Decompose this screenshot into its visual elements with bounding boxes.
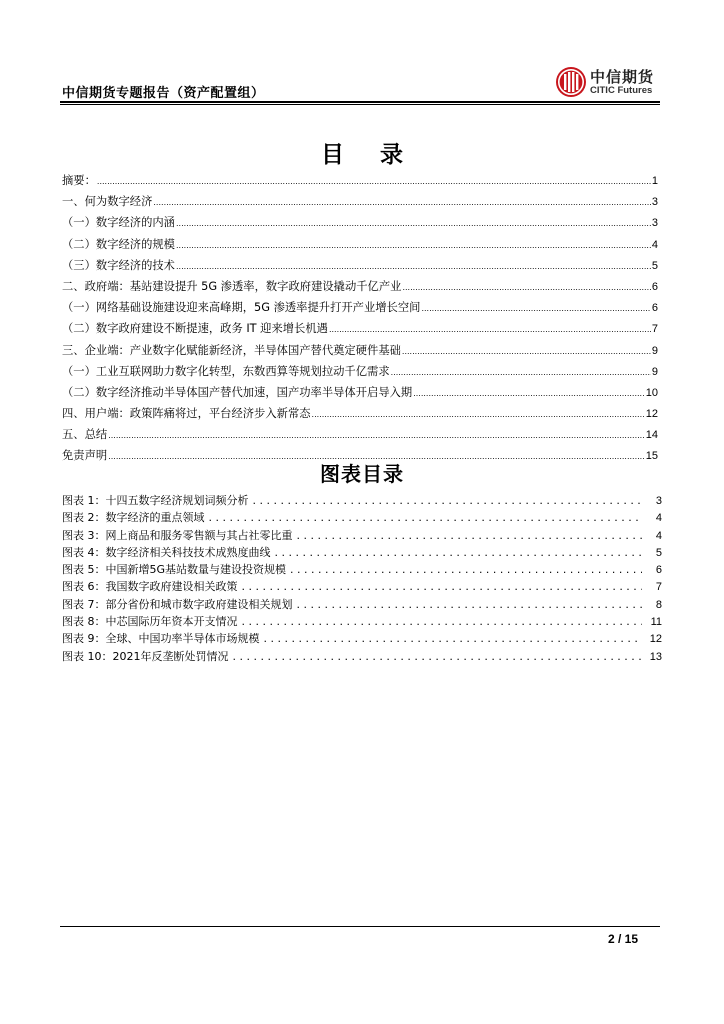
toc-entry[interactable] <box>62 342 658 363</box>
dot-leader <box>413 389 645 398</box>
toc-entry-page: 5 <box>651 259 658 272</box>
toc-entry-page: 9 <box>651 344 658 357</box>
toc-entry[interactable] <box>62 278 658 299</box>
figure-entry-label: 图表 2：数字经济的重点领域 <box>62 511 205 525</box>
dot-leader <box>421 304 650 313</box>
toc-entry[interactable] <box>62 384 658 405</box>
figure-entry[interactable] <box>62 544 662 561</box>
toc-title: 目 录 <box>320 142 417 168</box>
figure-list-title: 图表目录 <box>320 462 404 486</box>
figure-entry[interactable] <box>62 527 662 544</box>
toc-entry-page: 10 <box>645 386 658 399</box>
dot-leader <box>329 325 651 334</box>
toc-entry-label: （二）数字经济推动半导体国产替代加速，国产功率半导体开启导入期 <box>62 385 413 399</box>
figure-entry[interactable] <box>62 492 662 509</box>
toc-entry-label: 一、何为数字经济 <box>62 195 153 209</box>
toc-entry-page: 6 <box>651 302 658 315</box>
figure-entry-page: 4 <box>655 529 662 542</box>
dot-leader <box>97 177 651 186</box>
figure-entry-label: 图表 8：中芯国际历年资本开支情况 <box>62 615 238 629</box>
citic-futures-logo <box>555 66 675 100</box>
toc-entry-page: 3 <box>651 196 658 209</box>
toc-entry[interactable] <box>62 363 658 384</box>
toc-entry-label: （二）数字经济的规模 <box>62 237 175 251</box>
figure-entry[interactable] <box>62 561 662 578</box>
figure-entry-label: 图表 10：2021年反垄断处罚情况 <box>62 649 229 663</box>
dot-leader <box>253 494 643 507</box>
dot-leader <box>209 511 643 524</box>
toc-entry[interactable] <box>62 257 658 278</box>
dot-leader <box>176 219 651 228</box>
toc-entry-page: 4 <box>651 238 658 251</box>
figure-entry-page: 11 <box>650 616 662 629</box>
header-divider-thin <box>60 104 660 105</box>
dot-leader <box>297 529 643 542</box>
dot-leader <box>242 580 643 593</box>
toc-entry-page: 14 <box>645 429 658 442</box>
toc-entry-label: （一）数字经济的内涵 <box>62 216 175 230</box>
report-header-title: 中信期货专题报告（资产配置组） <box>62 86 265 101</box>
toc-entry[interactable] <box>62 172 658 193</box>
dot-leader <box>312 410 645 419</box>
dot-leader <box>297 598 643 611</box>
toc-entry[interactable] <box>62 405 658 426</box>
figure-entry-page: 12 <box>649 633 662 646</box>
dot-leader <box>275 546 643 559</box>
toc-entry-page: 15 <box>645 450 658 463</box>
toc-entry[interactable] <box>62 426 658 447</box>
toc-entry-page: 1 <box>651 175 658 187</box>
toc-entry-label: 五、总结 <box>62 428 108 442</box>
logo-english-name: CITIC Futures <box>590 85 653 96</box>
figure-entry[interactable] <box>62 630 662 647</box>
dot-leader <box>176 241 651 250</box>
toc-entry-page: 3 <box>651 217 658 230</box>
figure-entry[interactable] <box>62 648 662 665</box>
toc-entry-page: 9 <box>651 365 658 378</box>
dot-leader <box>242 615 643 628</box>
figure-entry-label: 图表 3：网上商品和服务零售额与其占社零比重 <box>62 528 293 542</box>
dot-leader <box>391 368 651 377</box>
toc-entry-label: 四、用户端：政策阵痛将过，平台经济步入新常态 <box>62 407 311 421</box>
dot-leader <box>264 632 643 645</box>
toc-entry[interactable] <box>62 320 658 341</box>
figure-entry-label: 图表 1：十四五数字经济规划词频分析 <box>62 494 249 507</box>
toc-entry-label: 免责声明 <box>62 449 108 463</box>
toc-entry-label: （三）数字经济的技术 <box>62 258 175 272</box>
figure-entry[interactable] <box>62 613 662 630</box>
toc-entry-page: 7 <box>651 323 658 336</box>
dot-leader <box>108 431 645 440</box>
figure-entry-page: 5 <box>655 546 662 559</box>
figure-entry-label: 图表 6：我国数字政府建设相关政策 <box>62 580 238 594</box>
figure-list <box>62 492 662 665</box>
figure-entry-page: 3 <box>655 495 662 507</box>
dot-leader <box>153 198 650 207</box>
dot-leader <box>290 563 642 576</box>
dot-leader <box>402 283 650 292</box>
toc-entry-label: （一）工业互联网助力数字化转型，东数西算等规划拉动千亿需求 <box>62 364 390 378</box>
figure-entry-page: 4 <box>655 512 662 525</box>
toc-entry-label: 二、政府端：基站建设提升 5G 渗透率，数字政府建设撬动千亿产业 <box>62 279 402 293</box>
toc-entry-label: 摘要： <box>62 174 96 187</box>
toc-entry[interactable] <box>62 236 658 257</box>
toc-entry-page: 6 <box>651 280 658 293</box>
figure-entry[interactable] <box>62 509 662 526</box>
dot-leader <box>402 347 651 356</box>
figure-entry-page: 6 <box>655 564 662 577</box>
figure-entry[interactable] <box>62 596 662 613</box>
figure-entry-label: 图表 5：中国新增5G基站数量与建设投资规模 <box>62 563 287 577</box>
table-of-contents <box>62 172 658 469</box>
figure-entry-label: 图表 7：部分省份和城市数字政府建设相关规划 <box>62 597 293 611</box>
toc-entry[interactable] <box>62 193 658 214</box>
toc-entry-page: 12 <box>645 408 658 421</box>
toc-entry[interactable] <box>62 214 658 235</box>
header-divider <box>60 101 660 103</box>
figure-entry-label: 图表 9：全球、中国功率半导体市场规模 <box>62 632 260 646</box>
figure-entry-page: 13 <box>649 650 662 663</box>
toc-entry-label: （一）网络基础设施建设迎来高峰期，5G 渗透率提升打开产业增长空间 <box>62 301 421 315</box>
logo-chinese-name: 中信期货 <box>590 68 655 86</box>
figure-entry-label: 图表 4：数字经济相关科技技术成熟度曲线 <box>62 545 271 559</box>
figure-entry[interactable] <box>62 578 662 595</box>
dot-leader <box>233 650 643 663</box>
page-number: 2 / 15 <box>607 932 638 946</box>
figure-entry-page: 8 <box>655 598 662 611</box>
toc-entry[interactable] <box>62 299 658 320</box>
figure-entry-page: 7 <box>655 581 662 594</box>
toc-entry-label: （二）数字政府建设不断提速，政务 IT 迎来增长机遇 <box>62 322 328 336</box>
footer-divider <box>60 926 660 927</box>
toc-entry-label: 三、企业端：产业数字化赋能新经济，半导体国产替代奠定硬件基础 <box>62 343 401 357</box>
dot-leader <box>176 262 651 271</box>
citic-logo-icon <box>555 66 587 98</box>
